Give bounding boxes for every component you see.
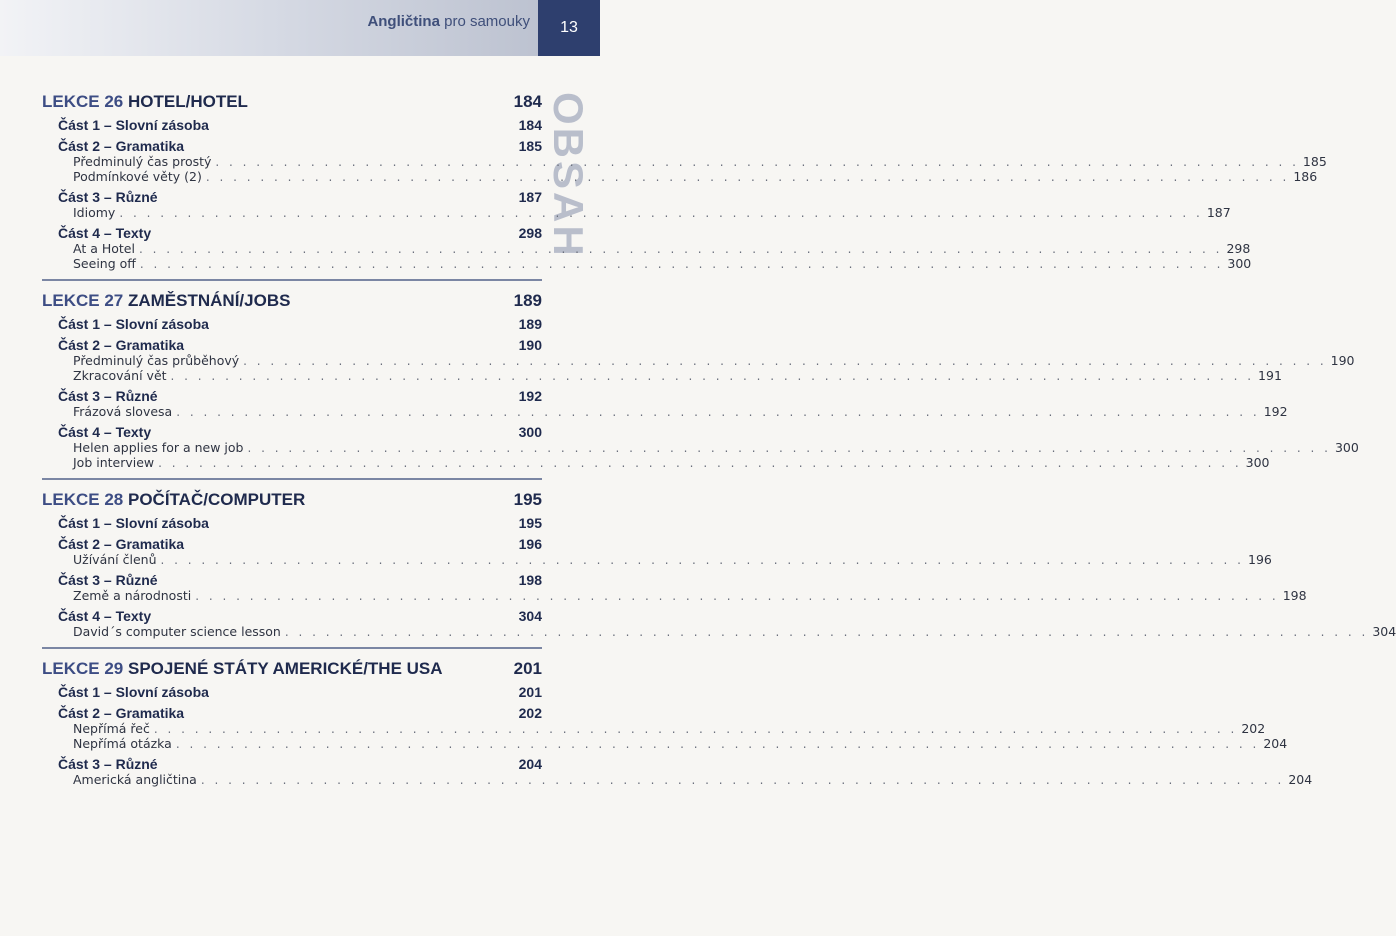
part-entry[interactable] (42, 572, 542, 588)
topic-entry[interactable] (42, 368, 1282, 383)
dot-leader: . . . . . . . . . . . . . . . . . . . . . . . . . . . . . . . . . . . . . . . . . . . . . . . . . . . . . . . . . . . . . . . . . . . . . . . . . . . . . . . . (153, 722, 1238, 736)
dot-leader: . . . . . . . . . . . . . . . . . . . . . . . . . . . . . . . . . . . . . . . . . . . . . . . . . . . . . . . . . . . . . . . . . . . . . . . . . . . . . . . . (205, 170, 1290, 184)
part-entry-label: Část 2 – Gramatika (58, 705, 185, 721)
lesson-heading (42, 92, 248, 112)
page-ref: 304 (1372, 624, 1396, 639)
topic-entry-label: Idiomy (73, 205, 116, 220)
topic-entry[interactable] (42, 440, 1359, 455)
lesson-entry[interactable] (42, 659, 542, 679)
part-entry-label: Část 1 – Slovní zásoba (58, 515, 209, 531)
topic-entry-label: David´s computer science lesson (73, 624, 281, 639)
lesson-heading (42, 659, 443, 679)
page-ref: 195 (513, 490, 542, 509)
topic-entry[interactable] (42, 736, 1288, 751)
part-entry[interactable] (42, 138, 542, 154)
topic-entry-label: Americká angličtina (73, 772, 197, 787)
topic-entry[interactable] (42, 169, 1318, 184)
topic-entry[interactable] (42, 353, 1355, 368)
page-ref: 298 (1226, 241, 1251, 256)
lesson-title: HOTEL/HOTEL (127, 92, 248, 111)
page-ref: 192 (1263, 404, 1288, 419)
page-ref: 300 (518, 424, 542, 440)
page-ref: 185 (518, 138, 542, 154)
lesson-entry[interactable] (42, 490, 542, 510)
topic-entry[interactable] (42, 552, 1272, 567)
page-ref: 189 (518, 316, 542, 332)
page-ref: 189 (513, 291, 542, 310)
dot-leader: . . . . . . . . . . . . . . . . . . . . . . . . . . . . . . . . . . . . . . . . . . . . . . . . . . . . . . . . . . . . . . . . . . . . . . . . . . . . . . . . (139, 257, 1224, 271)
part-entry-label: Část 4 – Texty (58, 608, 152, 624)
page-ref: 201 (518, 684, 542, 700)
dot-leader: . . . . . . . . . . . . . . . . . . . . . . . . . . . . . . . . . . . . . . . . . . . . . . . . . . . . . . . . . . . . . . . . . . . . . . . . . . . . . . . . (247, 441, 1331, 455)
topic-entry[interactable] (42, 205, 1231, 220)
page-ref: 201 (513, 659, 542, 678)
part-entry-label: Část 2 – Gramatika (58, 337, 185, 353)
page-ref: 202 (1241, 721, 1266, 736)
page-ref: 192 (518, 388, 542, 404)
part-entry[interactable] (42, 117, 542, 133)
part-entry-label: Část 4 – Texty (58, 424, 152, 440)
page-ref: 187 (1206, 205, 1231, 220)
part-entry[interactable] (42, 388, 542, 404)
topic-entry-label: Předminulý čas prostý (73, 154, 212, 169)
part-entry-label: Část 1 – Slovní zásoba (58, 684, 209, 700)
part-entry[interactable] (42, 316, 542, 332)
part-entry-label: Část 4 – Texty (58, 225, 152, 241)
topic-entry-label: Nepřímá řeč (73, 721, 150, 736)
part-entry[interactable] (42, 705, 542, 721)
page-ref: 198 (1282, 588, 1307, 603)
page-ref: 204 (518, 756, 542, 772)
dot-leader: . . . . . . . . . . . . . . . . . . . . . . . . . . . . . . . . . . . . . . . . . . . . . . . . . . . . . . . . . . . . . . . . . . . . . . . . . . . . . . . . (284, 625, 1369, 639)
page-ref: 204 (1288, 772, 1313, 787)
part-entry[interactable] (42, 337, 542, 353)
topic-entry[interactable] (42, 721, 1266, 736)
topic-entry-label: Seeing off (73, 256, 136, 271)
page-ref: 300 (1245, 455, 1270, 470)
dot-leader: . . . . . . . . . . . . . . . . . . . . . . . . . . . . . . . . . . . . . . . . . . . . . . . . . . . . . . . . . . . . . . . . . . . . . . . . . . . . . . . . (160, 553, 1244, 567)
page-ref: 184 (513, 92, 542, 111)
page-ref: 184 (518, 117, 542, 133)
dot-leader: . . . . . . . . . . . . . . . . . . . . . . . . . . . . . . . . . . . . . . . . . . . . . . . . . . . . . . . . . . . . . . . . . . . . . . . . . . . . . . . . (215, 155, 1299, 169)
dot-leader: . . . . . . . . . . . . . . . . . . . . . . . . . . . . . . . . . . . . . . . . . . . . . . . . . . . . . . . . . . . . . . . . . . . . . . . . . . . . . . . . (176, 405, 1260, 419)
topic-entry-label: Předminulý čas průběhový (73, 353, 240, 368)
part-entry-label: Část 2 – Gramatika (58, 536, 185, 552)
page-ref: 198 (518, 572, 542, 588)
topic-entry-label: Helen applies for a new job (73, 440, 244, 455)
part-entry[interactable] (42, 756, 542, 772)
book-title-rest: pro samouky (439, 13, 530, 30)
dot-leader: . . . . . . . . . . . . . . . . . . . . . . . . . . . . . . . . . . . . . . . . . . . . . . . . . . . . . . . . . . . . . . . . . . . . . . . . . . . . . . . . (119, 206, 1203, 220)
lesson-number: LEKCE 26 (42, 92, 124, 111)
page-ref: 195 (518, 515, 542, 531)
book-title (367, 13, 530, 30)
dot-leader: . . . . . . . . . . . . . . . . . . . . . . . . . . . . . . . . . . . . . . . . . . . . . . . . . . . . . . . . . . . . . . . . . . . . . . . . . . . . . . . . (158, 456, 1242, 470)
lesson-title: POČÍTAČ/COMPUTER (127, 490, 306, 509)
page-ref: 204 (1263, 736, 1288, 751)
part-entry-label: Část 3 – Různé (58, 756, 158, 772)
part-entry[interactable] (42, 424, 542, 440)
topic-entry[interactable] (42, 624, 1396, 639)
page-ref: 300 (1334, 440, 1359, 455)
part-entry[interactable] (42, 515, 542, 531)
topic-entry-label: Zkracování vět (73, 368, 167, 383)
page-ref: 304 (518, 608, 542, 624)
topic-entry[interactable] (42, 455, 1270, 470)
page-number-box (538, 0, 600, 56)
topic-entry[interactable] (42, 256, 1252, 271)
topic-entry[interactable] (42, 772, 1313, 787)
lesson-title: SPOJENÉ STÁTY AMERICKÉ/THE USA (127, 659, 443, 678)
lesson-number: LEKCE 27 (42, 291, 124, 310)
part-entry[interactable] (42, 608, 542, 624)
topic-entry-label: Frázová slovesa (73, 404, 173, 419)
dot-leader: . . . . . . . . . . . . . . . . . . . . . . . . . . . . . . . . . . . . . . . . . . . . . . . . . . . . . . . . . . . . . . . . . . . . . . . . . . . . . . . . (200, 773, 1285, 787)
part-entry[interactable] (42, 684, 542, 700)
page-ref: 202 (518, 705, 542, 721)
lesson-entry[interactable] (42, 92, 542, 112)
page-ref: 190 (1330, 353, 1355, 368)
part-entry[interactable] (42, 225, 542, 241)
dot-leader: . . . . . . . . . . . . . . . . . . . . . . . . . . . . . . . . . . . . . . . . . . . . . . . . . . . . . . . . . . . . . . . . . . . . . . . . . . . . . . . . (170, 369, 1255, 383)
topic-entry-label: Země a národnosti (73, 588, 192, 603)
page-ref: 196 (518, 536, 542, 552)
page-ref: 298 (518, 225, 542, 241)
part-entry[interactable] (42, 189, 542, 205)
page-ref: 185 (1302, 154, 1327, 169)
topic-entry-label: Nepřímá otázka (73, 736, 172, 751)
dot-leader: . . . . . . . . . . . . . . . . . . . . . . . . . . . . . . . . . . . . . . . . . . . . . . . . . . . . . . . . . . . . . . . . . . . . . . . . . . . . . . . . (195, 589, 1279, 603)
part-entry-label: Část 3 – Různé (58, 572, 158, 588)
page-ref: 300 (1227, 256, 1252, 271)
lesson-heading (42, 291, 290, 311)
part-entry-label: Část 2 – Gramatika (58, 138, 185, 154)
dot-leader: . . . . . . . . . . . . . . . . . . . . . . . . . . . . . . . . . . . . . . . . . . . . . . . . . . . . . . . . . . . . . . . . . . . . . . . . . . . . . . . . (243, 354, 1327, 368)
lesson-entry[interactable] (42, 291, 542, 311)
part-entry[interactable] (42, 536, 542, 552)
book-title-bold: Angličtina (367, 13, 440, 30)
topic-entry[interactable] (42, 241, 1251, 256)
topic-entry[interactable] (42, 404, 1288, 419)
topic-entry-label: At a Hotel (73, 241, 135, 256)
lesson-title: ZAMĚSTNÁNÍ/JOBS (127, 291, 291, 310)
lesson-heading (42, 490, 305, 510)
topic-entry-label: Podmínkové věty (2) (73, 169, 202, 184)
part-entry-label: Část 3 – Různé (58, 189, 158, 205)
part-entry-label: Část 1 – Slovní zásoba (58, 117, 209, 133)
lesson-number: LEKCE 29 (42, 659, 124, 678)
dot-leader: . . . . . . . . . . . . . . . . . . . . . . . . . . . . . . . . . . . . . . . . . . . . . . . . . . . . . . . . . . . . . . . . . . . . . . . . . . . . . . . . (138, 242, 1223, 256)
page-number: 13 (560, 19, 578, 36)
topic-entry-label: Job interview (73, 455, 155, 470)
page-ref: 186 (1293, 169, 1318, 184)
lesson-number: LEKCE 28 (42, 490, 124, 509)
topic-entry-label: Užívání členů (73, 552, 157, 567)
page-ref: 190 (518, 337, 542, 353)
page-ref: 191 (1258, 368, 1282, 383)
page-ref: 196 (1248, 552, 1272, 567)
topic-entry[interactable] (42, 588, 1307, 603)
topic-entry[interactable] (42, 154, 1327, 169)
lesson-block (42, 659, 1313, 795)
part-entry-label: Část 1 – Slovní zásoba (58, 316, 209, 332)
part-entry-label: Část 3 – Různé (58, 388, 158, 404)
side-label-text: OBSAH (545, 92, 592, 259)
page-ref: 187 (518, 189, 542, 205)
dot-leader: . . . . . . . . . . . . . . . . . . . . . . . . . . . . . . . . . . . . . . . . . . . . . . . . . . . . . . . . . . . . . . . . . . . . . . . . . . . . . . . . (175, 737, 1260, 751)
lesson-block (42, 490, 1396, 649)
lesson-block (42, 291, 1359, 480)
